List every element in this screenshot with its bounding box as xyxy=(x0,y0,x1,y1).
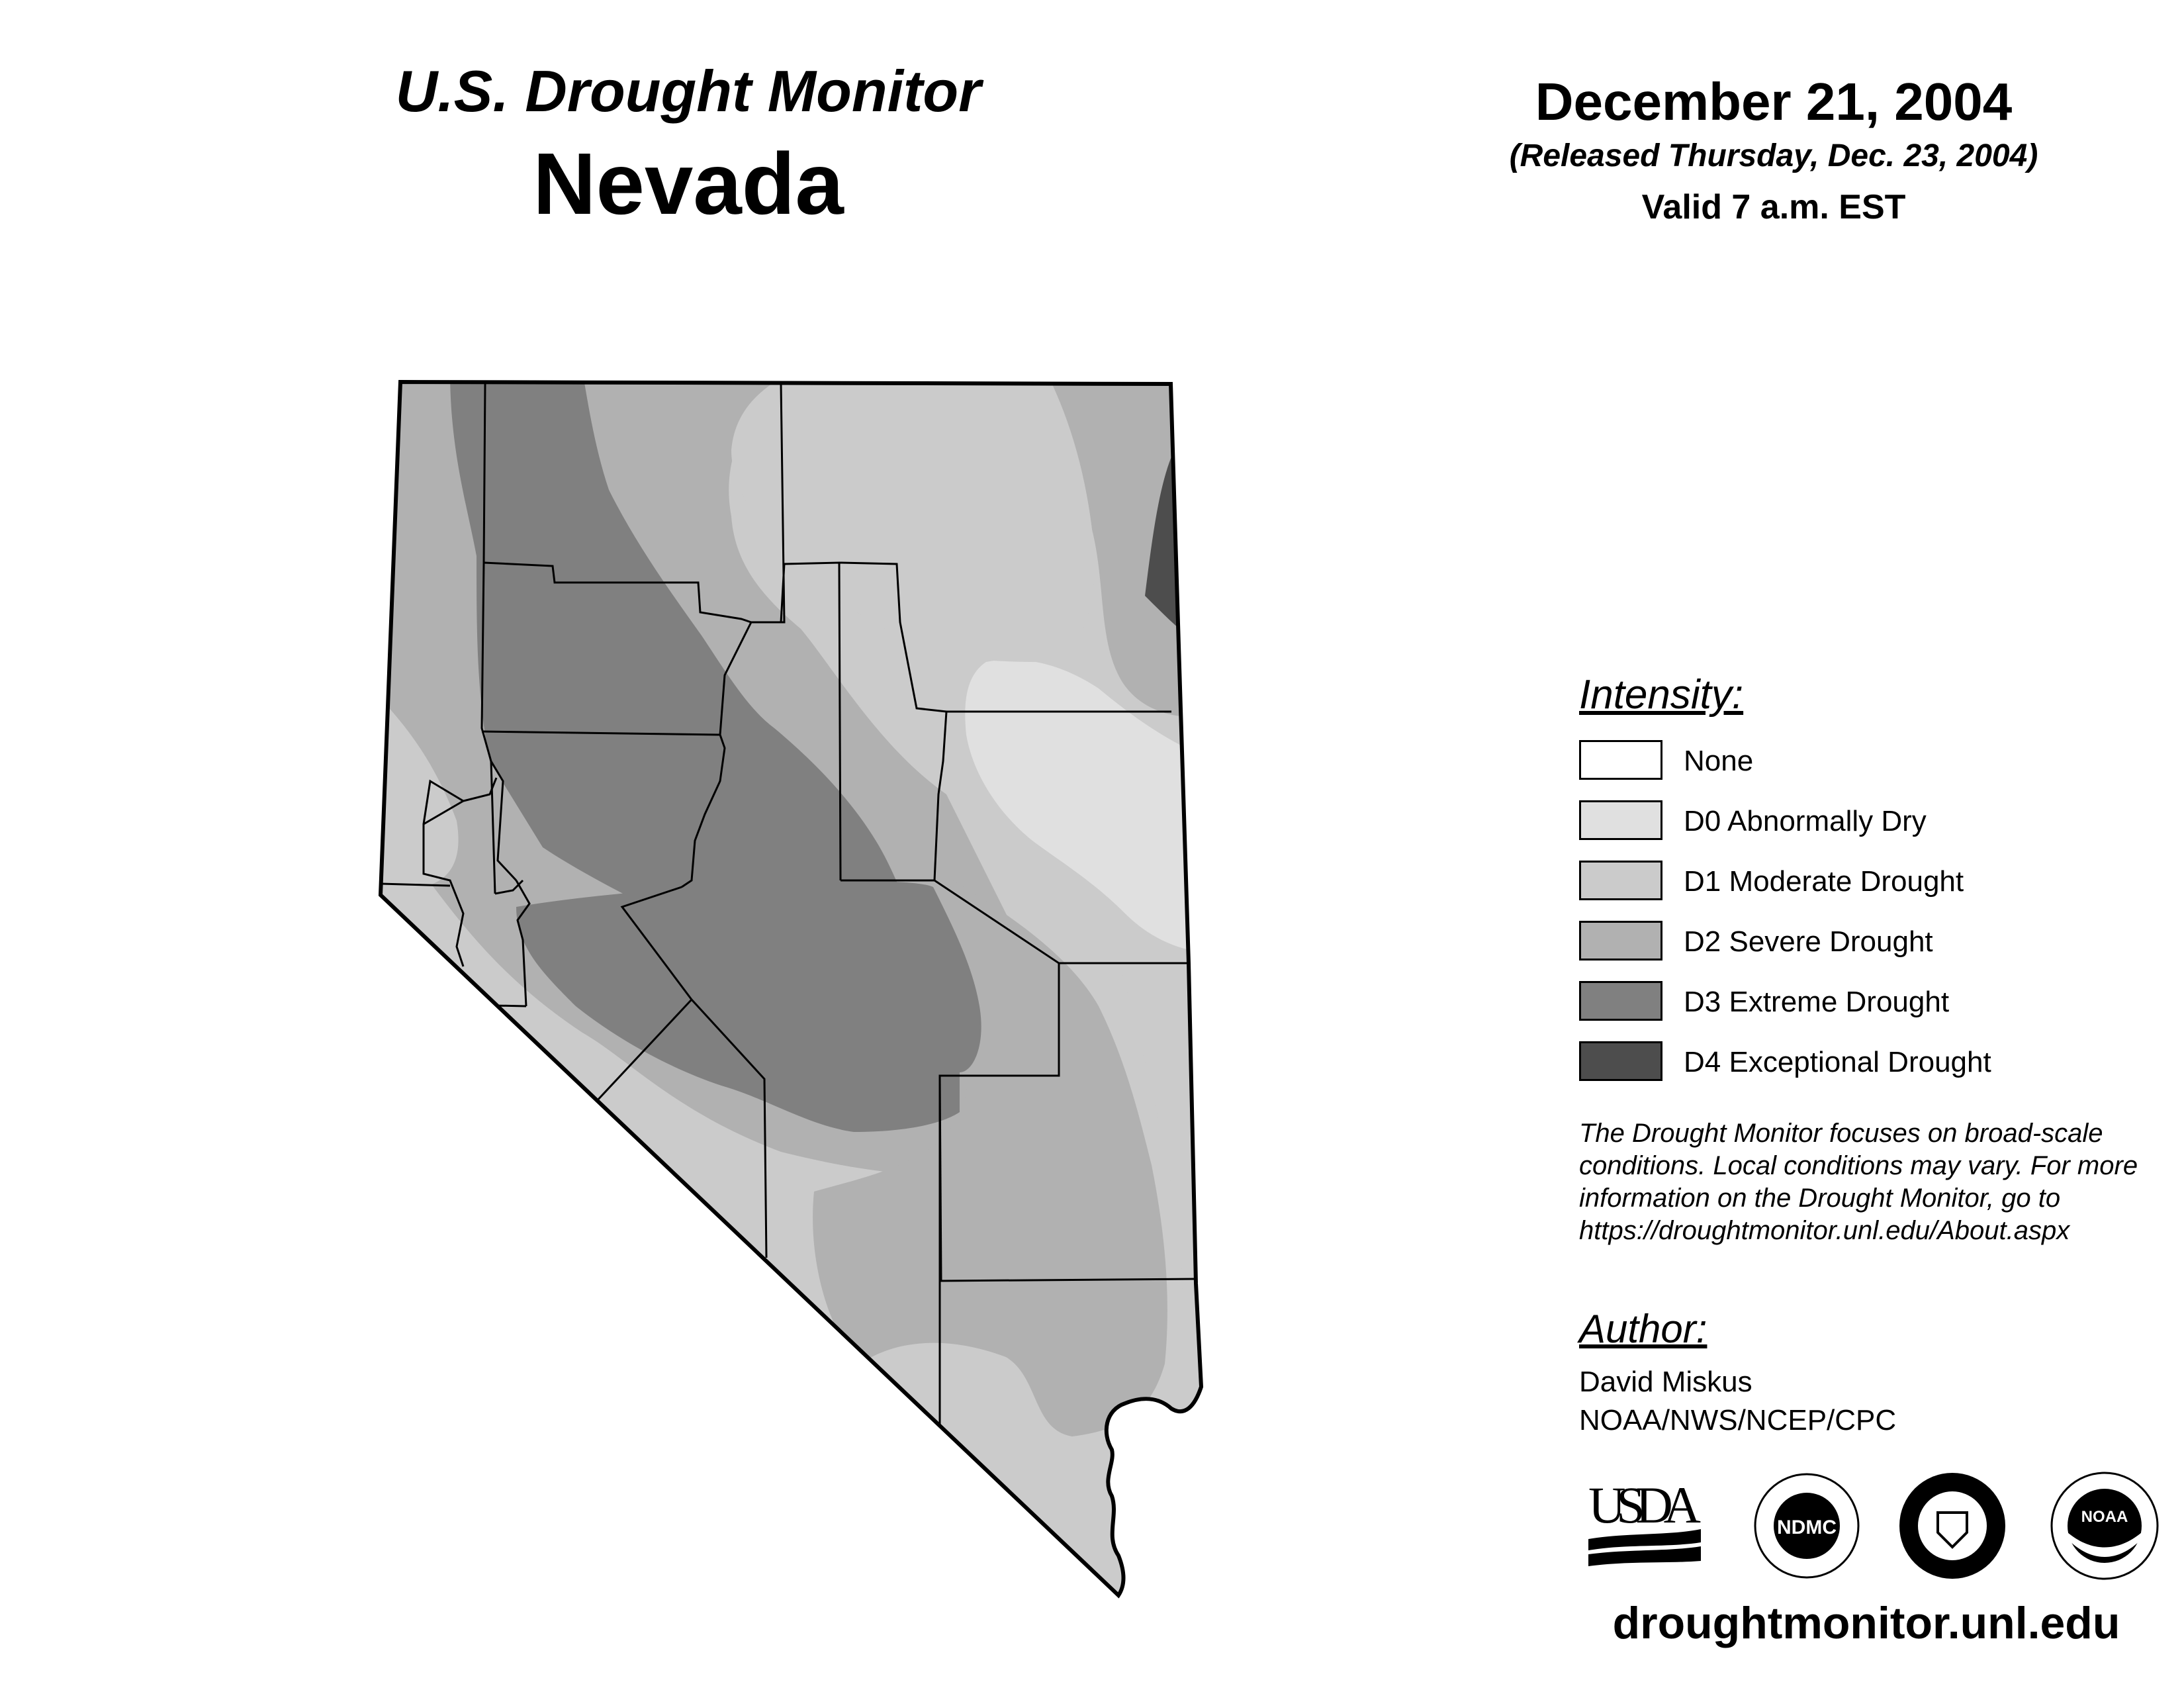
legend-swatch xyxy=(1579,921,1662,961)
disclaimer-text: The Drought Monitor focuses on broad-scale conditions. Local conditions may vary. For more information on the Drought Monitor, go to https://droughtmonitor.unl.edu/About.aspx xyxy=(1579,1119,2138,1245)
valid-time: Valid 7 a.m. EST xyxy=(1641,188,1906,226)
release-date: (Released Thursday, Dec. 23, 2004) xyxy=(1509,138,2038,173)
legend-label: D2 Severe Drought xyxy=(1684,925,1933,958)
ndmc-logo xyxy=(1755,1474,1858,1577)
ndmc-logo-text: NDMC xyxy=(1777,1517,1837,1538)
legend-heading: Intensity: xyxy=(1579,672,1744,718)
map-date: December 21, 2004 xyxy=(1535,72,2013,131)
legend-swatch xyxy=(1579,1041,1662,1081)
author-org: NOAA/NWS/NCEP/CPC xyxy=(1579,1404,1897,1436)
legend-label: D1 Moderate Drought xyxy=(1684,865,1964,898)
site-url[interactable]: droughtmonitor.unl.edu xyxy=(1612,1598,2120,1648)
legend-swatch xyxy=(1579,740,1662,780)
legend-item xyxy=(1579,740,2175,782)
partner-logos xyxy=(1588,1470,2171,1589)
legend-label: D4 Exceptional Drought xyxy=(1684,1046,1991,1078)
legend-item xyxy=(1579,921,2175,963)
noaa-logo-text: NOAA xyxy=(2081,1508,2128,1526)
d3-south-central-area xyxy=(516,880,981,1132)
legend-item xyxy=(1579,1041,2175,1084)
author-name: David Miskus xyxy=(1579,1366,1752,1398)
legend-swatch xyxy=(1579,981,1662,1021)
legend-item xyxy=(1579,861,2175,903)
legend-item xyxy=(1579,800,2175,843)
author-heading: Author: xyxy=(1579,1307,1707,1351)
doc-seal-logo xyxy=(1899,1473,2005,1579)
legend-swatch xyxy=(1579,800,1662,840)
legend-label: D0 Abnormally Dry xyxy=(1684,805,1927,837)
noaa-logo xyxy=(2052,1473,2158,1579)
legend-swatch xyxy=(1579,861,1662,900)
legend-label: D3 Extreme Drought xyxy=(1684,986,1950,1018)
product-title: U.S. Drought Monitor xyxy=(395,58,981,124)
state-title: Nevada xyxy=(533,135,844,232)
legend-label: None xyxy=(1684,745,1754,777)
usda-logo xyxy=(1588,1476,1701,1566)
legend-item xyxy=(1579,981,2175,1023)
usda-logo-text: USDA xyxy=(1588,1476,1701,1534)
